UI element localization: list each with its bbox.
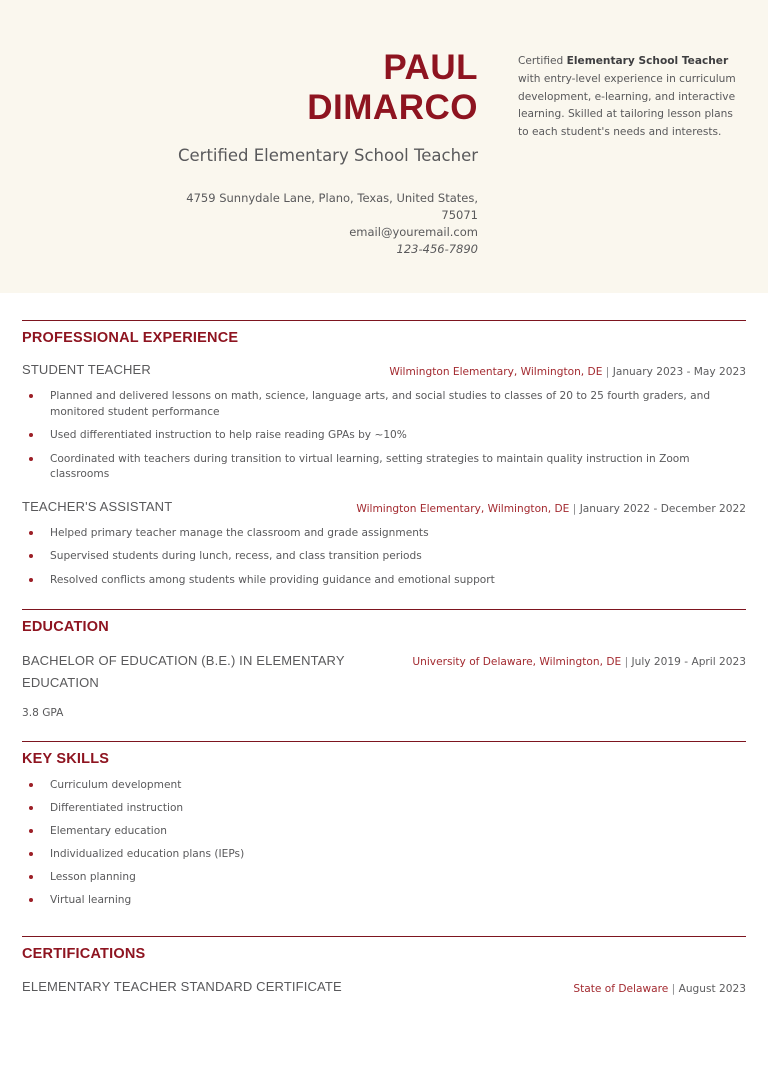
experience-entry [22, 497, 746, 589]
experience-bullet-list [22, 389, 746, 483]
experience-meta [389, 360, 746, 382]
certification-meta [573, 977, 746, 999]
candidate-job-title: Certified Elementary School Teacher [177, 146, 478, 165]
experience-dates: January 2023 - May 2023 [612, 366, 746, 378]
certification-date: August 2023 [678, 983, 746, 995]
experience-organization: Wilmington Elementary, Wilmington, DE [389, 366, 603, 378]
experience-bullet-list [22, 526, 746, 589]
experience-role-title: STUDENT TEACHER [22, 362, 151, 377]
section-divider [22, 741, 746, 742]
education-degree-title: BACHELOR OF EDUCATION (B.E.) IN ELEMENTARY EDUCATION [22, 653, 345, 690]
section-certifications [22, 916, 746, 999]
contact-address: 4759 Sunnydale Lane, Plano, Texas, United States, [186, 191, 478, 205]
section-key-skills [22, 721, 746, 908]
education-institution: University of Delaware, Wilmington, DE [412, 656, 622, 668]
education-gpa: 3.8 GPA [22, 707, 64, 719]
list-item: Used differentiated instruction to help raise reading GPAs by ~10% [22, 428, 746, 444]
resume-body [0, 293, 768, 999]
identity-block [120, 48, 478, 258]
meta-separator: | [572, 502, 577, 515]
certification-entry [22, 977, 746, 999]
experience-entry [22, 360, 746, 483]
list-item: Helped primary teacher manage the classroom and grade assignments [22, 526, 746, 542]
list-item: Elementary education [22, 824, 746, 839]
contact-phone[interactable]: 123-456-7890 [396, 242, 478, 256]
list-item: Supervised students during lunch, recess, and class transition periods [22, 549, 746, 565]
experience-dates: January 2022 - December 2022 [579, 502, 746, 515]
contact-email[interactable]: email@youremail.com [349, 225, 478, 239]
certification-issuer: State of Delaware [573, 983, 669, 995]
list-item: Planned and delivered lessons on math, science, language arts, and social studies to classes of 20 to 25 fourth graders, and monitored student performance [22, 389, 746, 420]
education-entry [22, 650, 746, 721]
meta-separator: | [624, 656, 629, 668]
section-divider [22, 320, 746, 321]
list-item: Curriculum development [22, 778, 746, 793]
resume-header [0, 0, 768, 293]
professional-summary [518, 53, 742, 142]
list-item: Individualized education plans (IEPs) [22, 847, 746, 862]
meta-separator: | [671, 983, 676, 995]
list-item: Virtual learning [22, 893, 746, 908]
list-item: Differentiated instruction [22, 801, 746, 816]
section-divider [22, 936, 746, 937]
candidate-name-line-2: DIMARCO [307, 88, 478, 127]
experience-meta [356, 497, 746, 519]
section-education [22, 588, 746, 721]
summary-emphasis: Elementary School Teacher [566, 55, 729, 67]
list-item: Resolved conflicts among students while providing guidance and emotional support [22, 573, 746, 589]
contact-block [120, 190, 478, 258]
education-dates: July 2019 - April 2023 [631, 656, 746, 668]
skills-list [22, 778, 746, 908]
section-title-certifications: CERTIFICATIONS [22, 946, 146, 962]
list-item: Lesson planning [22, 870, 746, 885]
list-item: Coordinated with teachers during transition to virtual learning, setting strategies to maintain quality instruction in Zoom classrooms [22, 452, 746, 483]
meta-separator: | [605, 366, 610, 378]
section-title-experience: PROFESSIONAL EXPERIENCE [22, 330, 239, 346]
candidate-name-line-1: PAUL [383, 48, 478, 87]
experience-role-title: TEACHER'S ASSISTANT [22, 498, 173, 514]
education-meta [412, 650, 746, 672]
certification-title: ELEMENTARY TEACHER STANDARD CERTIFICATE [22, 979, 342, 994]
section-title-education: EDUCATION [22, 619, 109, 635]
section-title-skills: KEY SKILLS [22, 751, 110, 767]
experience-organization: Wilmington Elementary, Wilmington, DE [356, 502, 570, 515]
section-divider [22, 609, 746, 610]
contact-postal-code: 75071 [441, 208, 478, 222]
section-professional-experience [22, 293, 746, 588]
summary-prefix: Certified [518, 55, 567, 67]
summary-suffix: with entry-level experience in curriculum development, e-learning, and interactive learning. Skilled at tailoring lesson plans to each student's needs and interests. [518, 72, 736, 139]
